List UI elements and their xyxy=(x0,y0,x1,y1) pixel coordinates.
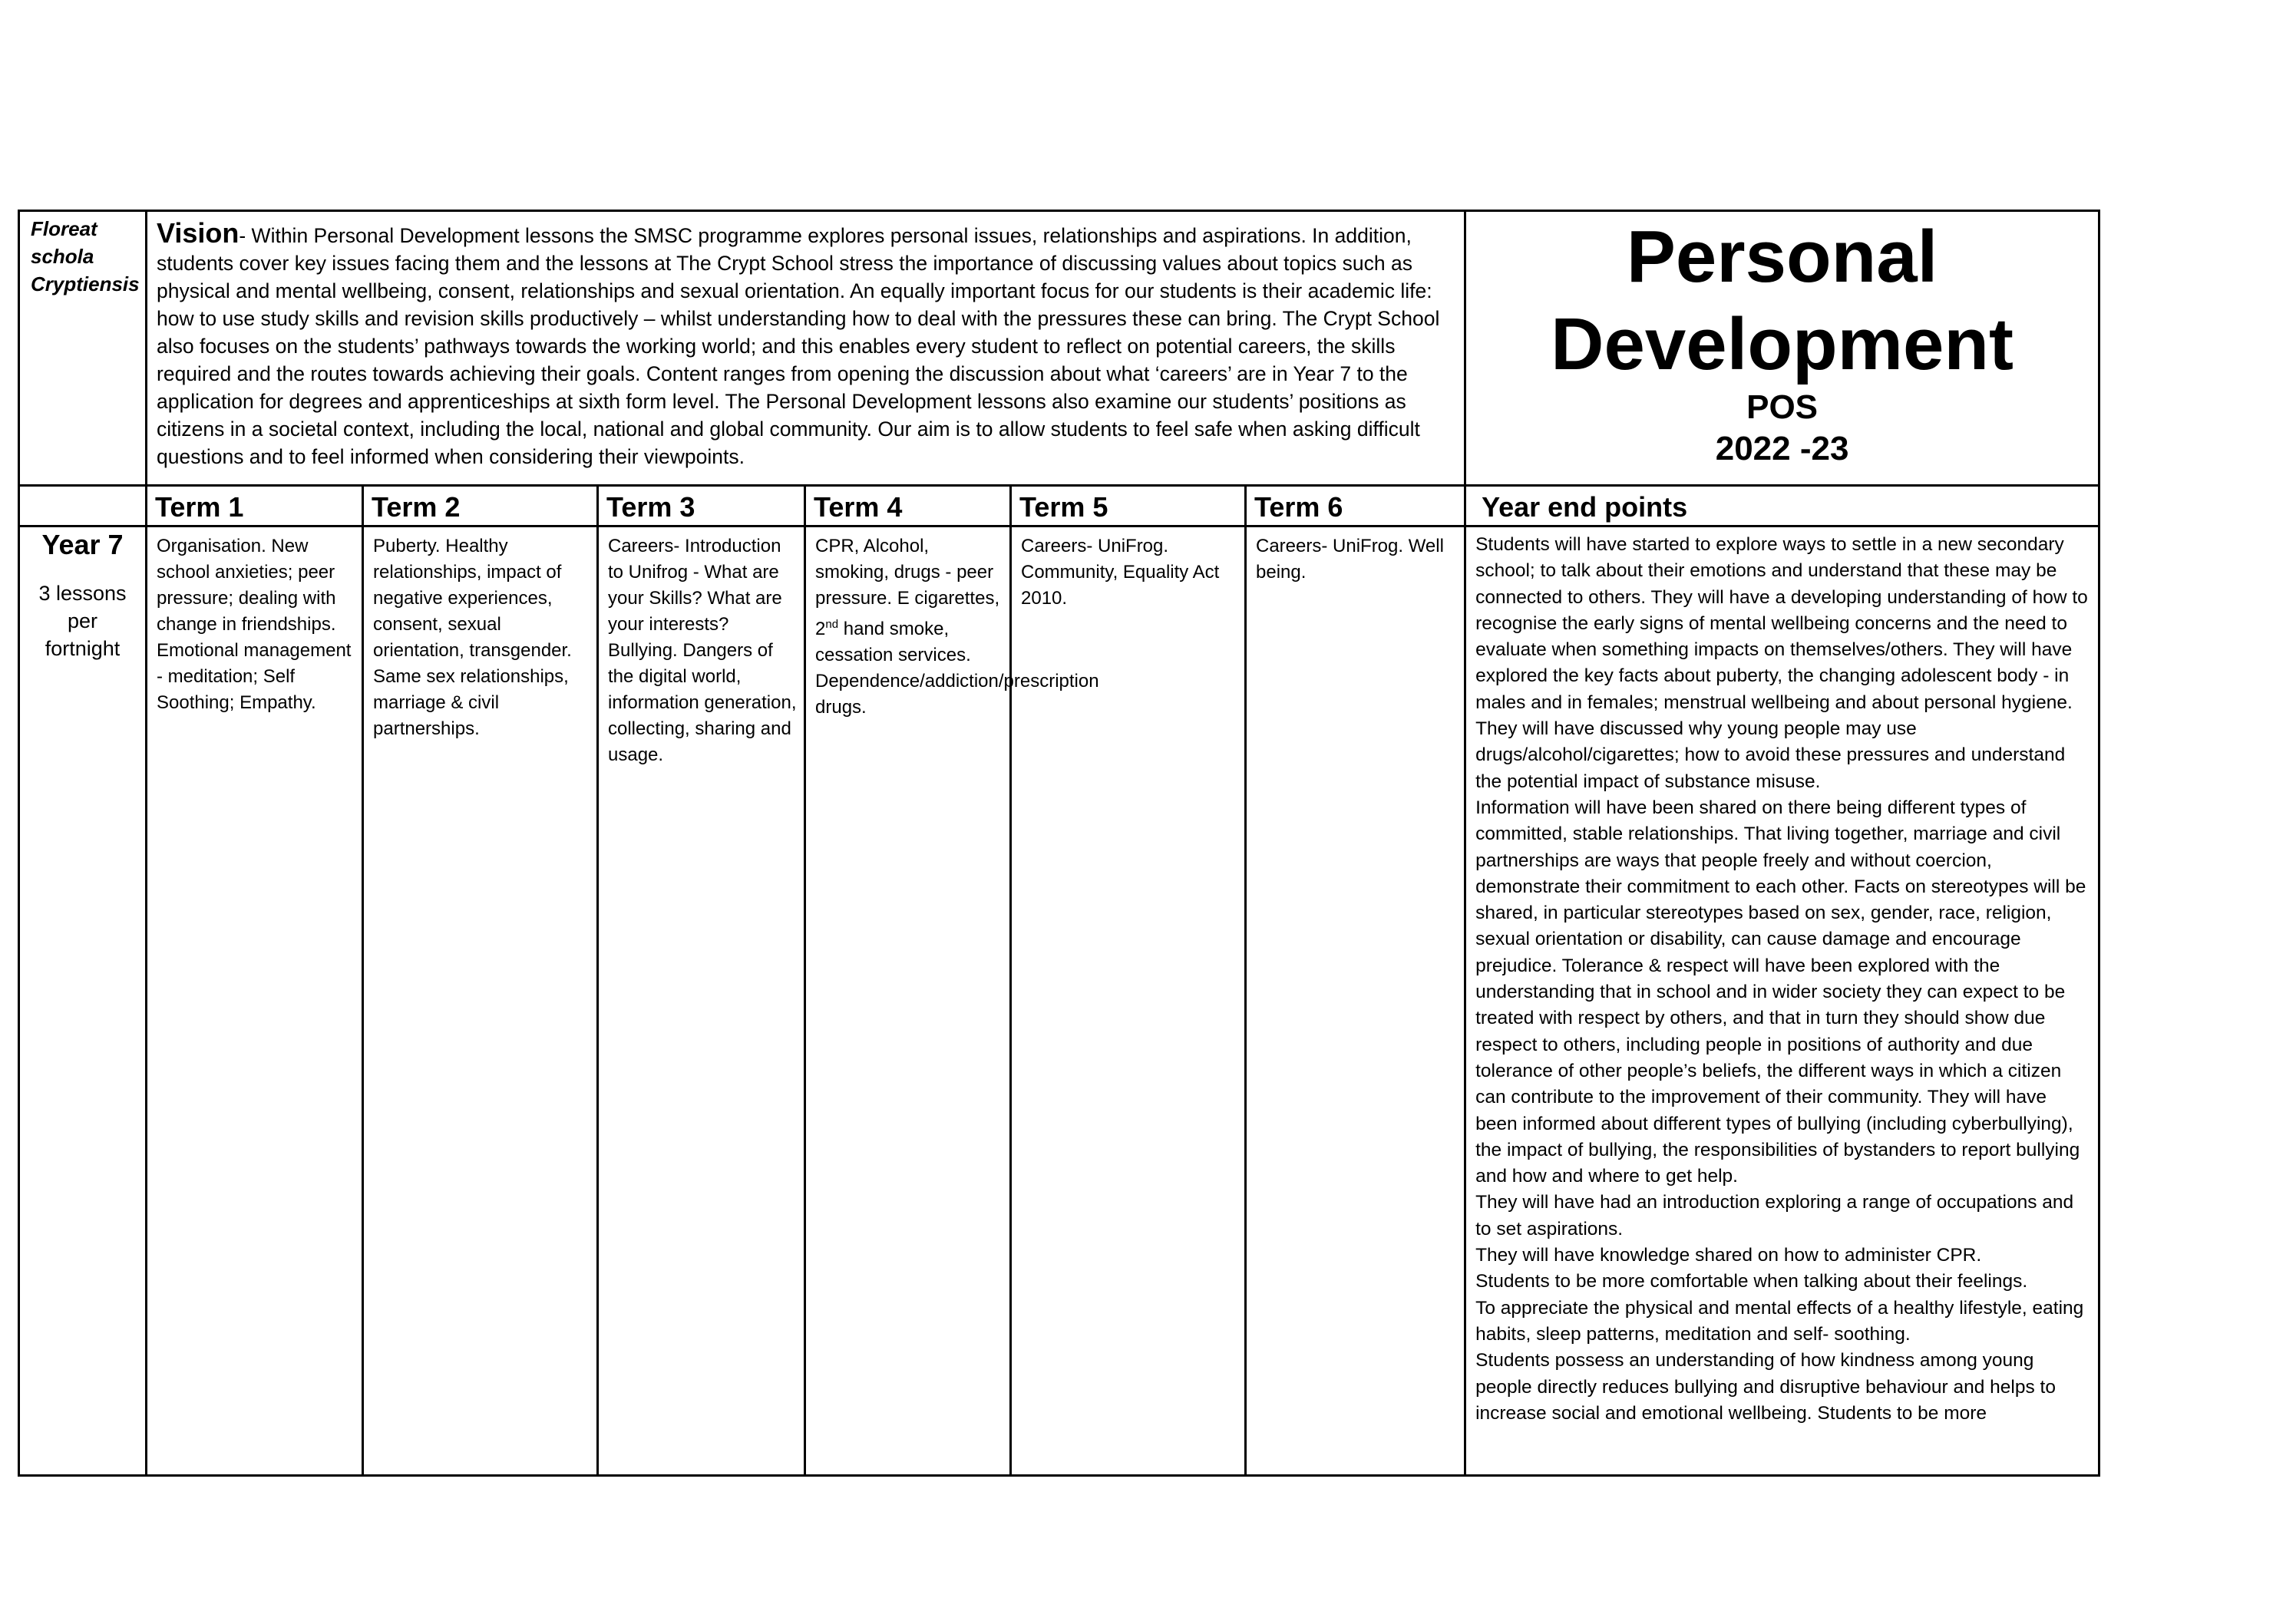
term5-heading: Term 5 xyxy=(1019,491,1108,523)
term6-content: Careers- UniFrog. Well being. xyxy=(1256,536,1444,583)
motto-cell xyxy=(19,211,147,486)
page-subtitle: POS xyxy=(1746,388,1819,426)
programme-of-study-table xyxy=(18,210,2100,1477)
column-header-term4 xyxy=(805,486,1011,526)
school-motto: Floreat schola Cryptiensis xyxy=(31,217,140,295)
term1-heading: Term 1 xyxy=(155,491,244,523)
lessons-frequency: 3 lessons per fortnight xyxy=(38,582,127,660)
column-header-year-end xyxy=(1465,486,2099,526)
year7-term4-cell xyxy=(805,526,1099,1476)
year7-term3-cell xyxy=(598,526,805,1476)
vision-statement xyxy=(147,212,1464,470)
year7-term6-cell xyxy=(1246,526,1465,1476)
year7-term5-cell xyxy=(1011,526,1246,1476)
year-end-paragraph: To appreciate the physical and mental effects of a healthy lifestyle, eating habits, sleep patterns, meditation and self- soothing. xyxy=(1475,1297,2084,1345)
page-title-line2: Development xyxy=(1551,303,2014,385)
term4-text-part1: CPR, Alcohol, smoking, drugs - peer pressure. E cigarettes, 2 xyxy=(815,536,1000,639)
year7-year-end-cell xyxy=(1465,526,2099,1476)
empty-header-cell xyxy=(19,486,147,526)
column-header-term3 xyxy=(598,486,805,526)
year-end-paragraph: Students to be more comfortable when talking about their feelings. xyxy=(1475,1271,2028,1292)
column-header-term5 xyxy=(1011,486,1246,526)
term2-heading: Term 2 xyxy=(372,491,461,523)
year7-row xyxy=(19,526,2099,1476)
term1-content: Organisation. New school anxieties; peer pressure; dealing with change in friendships. Emotional management - meditation; Self Soothing; Empathy. xyxy=(157,536,352,713)
year7-term2-cell xyxy=(363,526,598,1476)
term4-text-part2: hand smoke, cessation services. Dependence/addiction/prescription drugs. xyxy=(815,619,1099,718)
term4-content xyxy=(806,527,1099,721)
vision-text: - Within Personal Development lessons the SMSC programme explores personal issues, relationships and aspirations. In addition, students cover key issues facing them and the lessons at The Crypt School stress the importance of discussing values about topics such as physical and mental wellbeing, consent, relationships and sexual orientation. An equally important focus for our students is their academic life: how to use study skills and revision skills productively – whilst understanding how to deal with the pressures these can bring. The Crypt School also focuses on the students’ pathways towards the working world; and this enables every student to reflect on potential careers, the skills required and the routes towards achieving their goals. Content ranges from opening the discussion about what ‘careers’ are in Year 7 to the application for degrees and apprenticeships at sixth form level. The Personal Development lessons also examine our students’ positions as citizens in a societal context, including the local, national and global community. Our aim is to allow students to feel safe when asking difficult questions and to feel informed when considering their viewpoints. xyxy=(157,224,1440,468)
term4-superscript: nd xyxy=(825,618,839,631)
year-end-paragraph: They will have knowledge shared on how to administer CPR. xyxy=(1475,1245,1982,1266)
year-end-paragraph: Information will have been shared on there being different types of committed, stable relationships. That living together, marriage and civil partnerships are ways that people freely and without coercion, demonstrate their commitment to each other. Facts on stereotypes will be shared, in particular stereotypes based on sex, gender, race, religion, sexual orientation or disability, can cause damage and encourage prejudice. Tolerance & respect will have been explored with the understanding that in school and in wider society they can expect to be treated with respect by others, and that in turn they should show due respect to others, including people in positions of authority and due tolerance of other people’s beliefs, the different ways in which a citizen can contribute to the improvement of their community. They will have been informed about different types of bullying (including cyberbullying), the impact of bullying, the responsibilities of bystanders to report bullying and how and where to get help. xyxy=(1475,797,2086,1187)
year-label: Year 7 xyxy=(41,529,124,560)
term3-heading: Term 3 xyxy=(606,491,695,523)
column-header-term6 xyxy=(1246,486,1465,526)
year-end-points-text xyxy=(1466,527,2098,1474)
year-end-paragraph: They will have had an introduction exploring a range of occupations and to set aspirations. xyxy=(1475,1192,2074,1239)
vision-label: Vision xyxy=(157,217,240,249)
term5-content: Careers- UniFrog. Community, Equality Act 2010. xyxy=(1021,536,1220,609)
page-title-line1: Personal xyxy=(1626,216,1938,298)
term3-content: Careers- Introduction to Unifrog - What are your Skills? What are your interests? Bullying. Dangers of the digital world, information generation, collecting, sharing and usage. xyxy=(608,536,797,765)
year-end-heading: Year end points xyxy=(1482,491,1688,523)
vision-cell xyxy=(147,211,1465,486)
year-end-paragraph: Students possess an understanding of how kindness among young people directly reduces bullying and disruptive behaviour and helps to increase social and emotional wellbeing. Students to be more xyxy=(1475,1350,2056,1424)
header-row xyxy=(19,211,2099,486)
term6-heading: Term 6 xyxy=(1254,491,1343,523)
column-header-term2 xyxy=(363,486,598,526)
column-header-term1 xyxy=(147,486,363,526)
academic-year: 2022 -23 xyxy=(1715,430,1849,467)
year7-term1-cell xyxy=(147,526,363,1476)
term4-heading: Term 4 xyxy=(814,491,903,523)
year7-label-cell xyxy=(19,526,147,1476)
term2-content: Puberty. Healthy relationships, impact of negative experiences, consent, sexual orientation, transgender. Same sex relationships, marriage & civil partnerships. xyxy=(373,536,572,739)
title-cell xyxy=(1465,211,2099,486)
year-end-paragraph: Students will have started to explore ways to settle in a new secondary school; to talk about their emotions and understand that these may be connected to others. They will have a developing understanding of how to recognise the early signs of mental wellbeing concerns and the need to evaluate when something impacts on themselves/others. They will have explored the key facts about puberty, the changing adolescent body - in males and in females; menstrual wellbeing and about personal hygiene. They will have discussed why young people may use drugs/alcohol/cigarettes; how to avoid these pressures and understand the potential impact of substance misuse. xyxy=(1475,534,2088,792)
column-header-row xyxy=(19,486,2099,526)
